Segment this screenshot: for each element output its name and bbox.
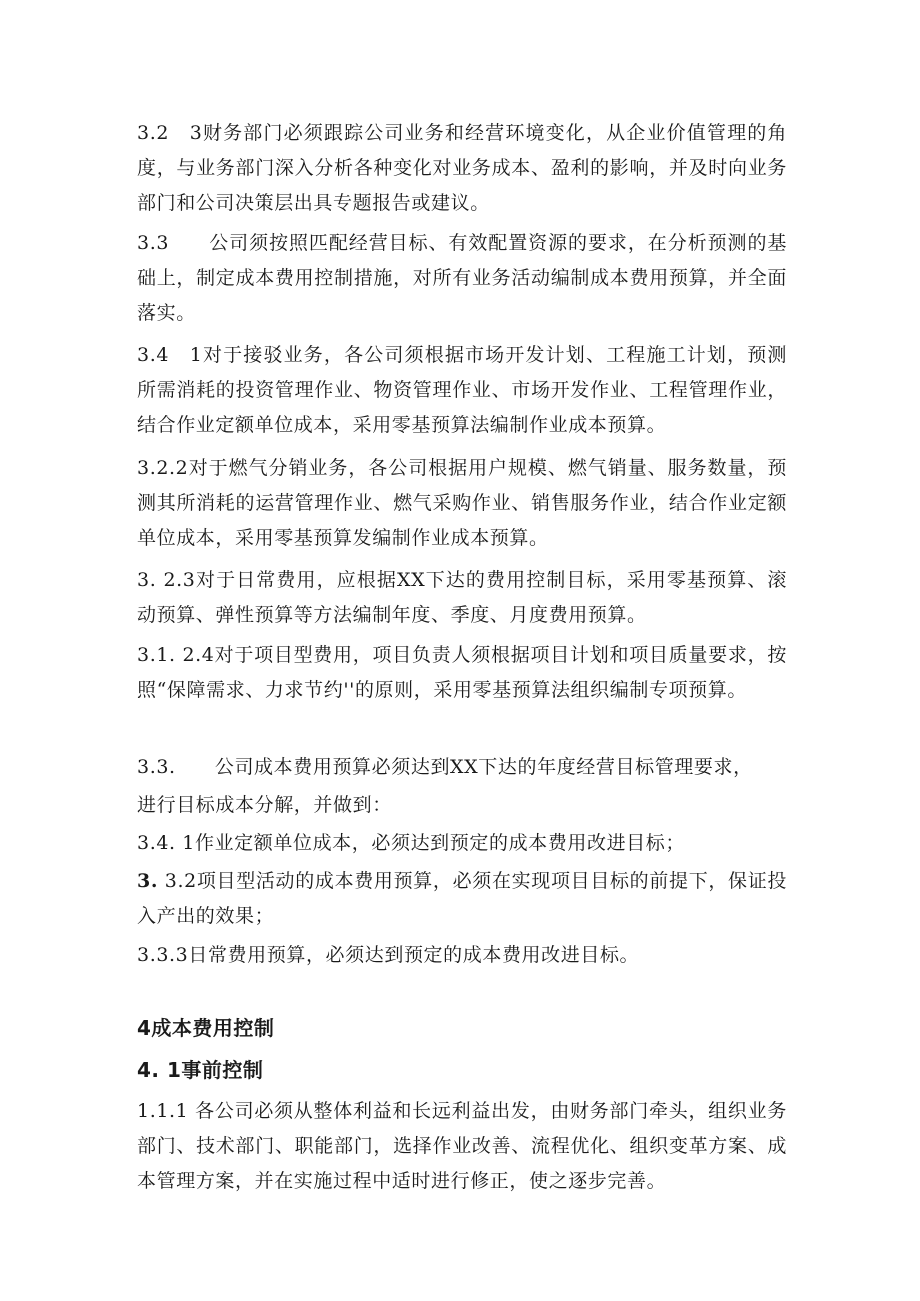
bold-section-number: 3. [137,870,159,892]
section-heading-4: 4成本费用控制 [137,1016,275,1040]
paragraph-3-2-3: 3.2 3财务部门必须跟踪公司业务和经营环境变化，从企业价值管理的角度，与业务部门深入分析各种变化对业务成本、盈利的影响，并及时向业务部门和公司决策层出具专题报告或建议。 [137,122,787,214]
paragraph-3-3-targets: 3.3. 公司成本费用预算必须达到XX下达的年度经营目标管理要求， [137,756,753,778]
subsection-heading-4-1: 4. 1事前控制 [137,1058,264,1082]
paragraph-3-3-2-project [137,864,787,934]
paragraph-1-1-1: 1.1.1 各公司必须从整体利益和长远利益出发，由财务部门牵头，组织业务部门、技术部门、职能部门，选择作业改善、流程优化、组织变革方案、成本管理方案，并在实施过程中适时进行修正，使之逐步完善。 [137,1100,787,1192]
paragraph-3-2-2: 3.2.2对于燃气分销业务，各公司根据用户规模、燃气销量、服务数量，预测其所消耗的运营管理作业、燃气采购作业、销售服务作业，结合作业定额单位成本，采用零基预算发编制作业成本预算。 [137,457,787,549]
paragraph-3-1-2-4: 3.1. 2.4对于项目型费用，项目负责人须根据项目计划和项目质量要求，按照“保障需求、力求节约''的原则，采用零基预算法组织编制专项预算。 [137,644,787,701]
paragraph-3-3-targets-cont: 进行目标成本分解，并做到： [137,794,392,816]
paragraph-3-4-1-unit-cost: 3.4. 1作业定额单位成本，必须达到预定的成本费用改进目标； [137,832,685,854]
paragraph-3-4-1: 3.4 1对于接驳业务，各公司须根据市场开发计划、工程施工计划，预测所需消耗的投资管理作业、物资管理作业、市场开发作业、工程管理作业，结合作业定额单位成本，采用零基预算法编制作业成本预算。 [137,344,787,436]
paragraph-3-3: 3.3 公司须按照匹配经营目标、有效配置资源的要求，在分析预测的基础上，制定成本费用控制措施，对所有业务活动编制成本费用预算，并全面落实。 [137,232,787,324]
paragraph-3-2-3-daily: 3. 2.3对于日常费用，应根据XX下达的费用控制目标，采用零基预算、滚动预算、弹性预算等方法编制年度、季度、月度费用预算。 [137,569,787,626]
paragraph-3-3-3-daily-budget: 3.3.3日常费用预算，必须达到预定的成本费用改进目标。 [137,944,640,966]
paragraph-3-3-2-text: 3.2项目型活动的成本费用预算，必须在实现项目目标的前提下，保证投入产出的效果； [137,870,787,927]
